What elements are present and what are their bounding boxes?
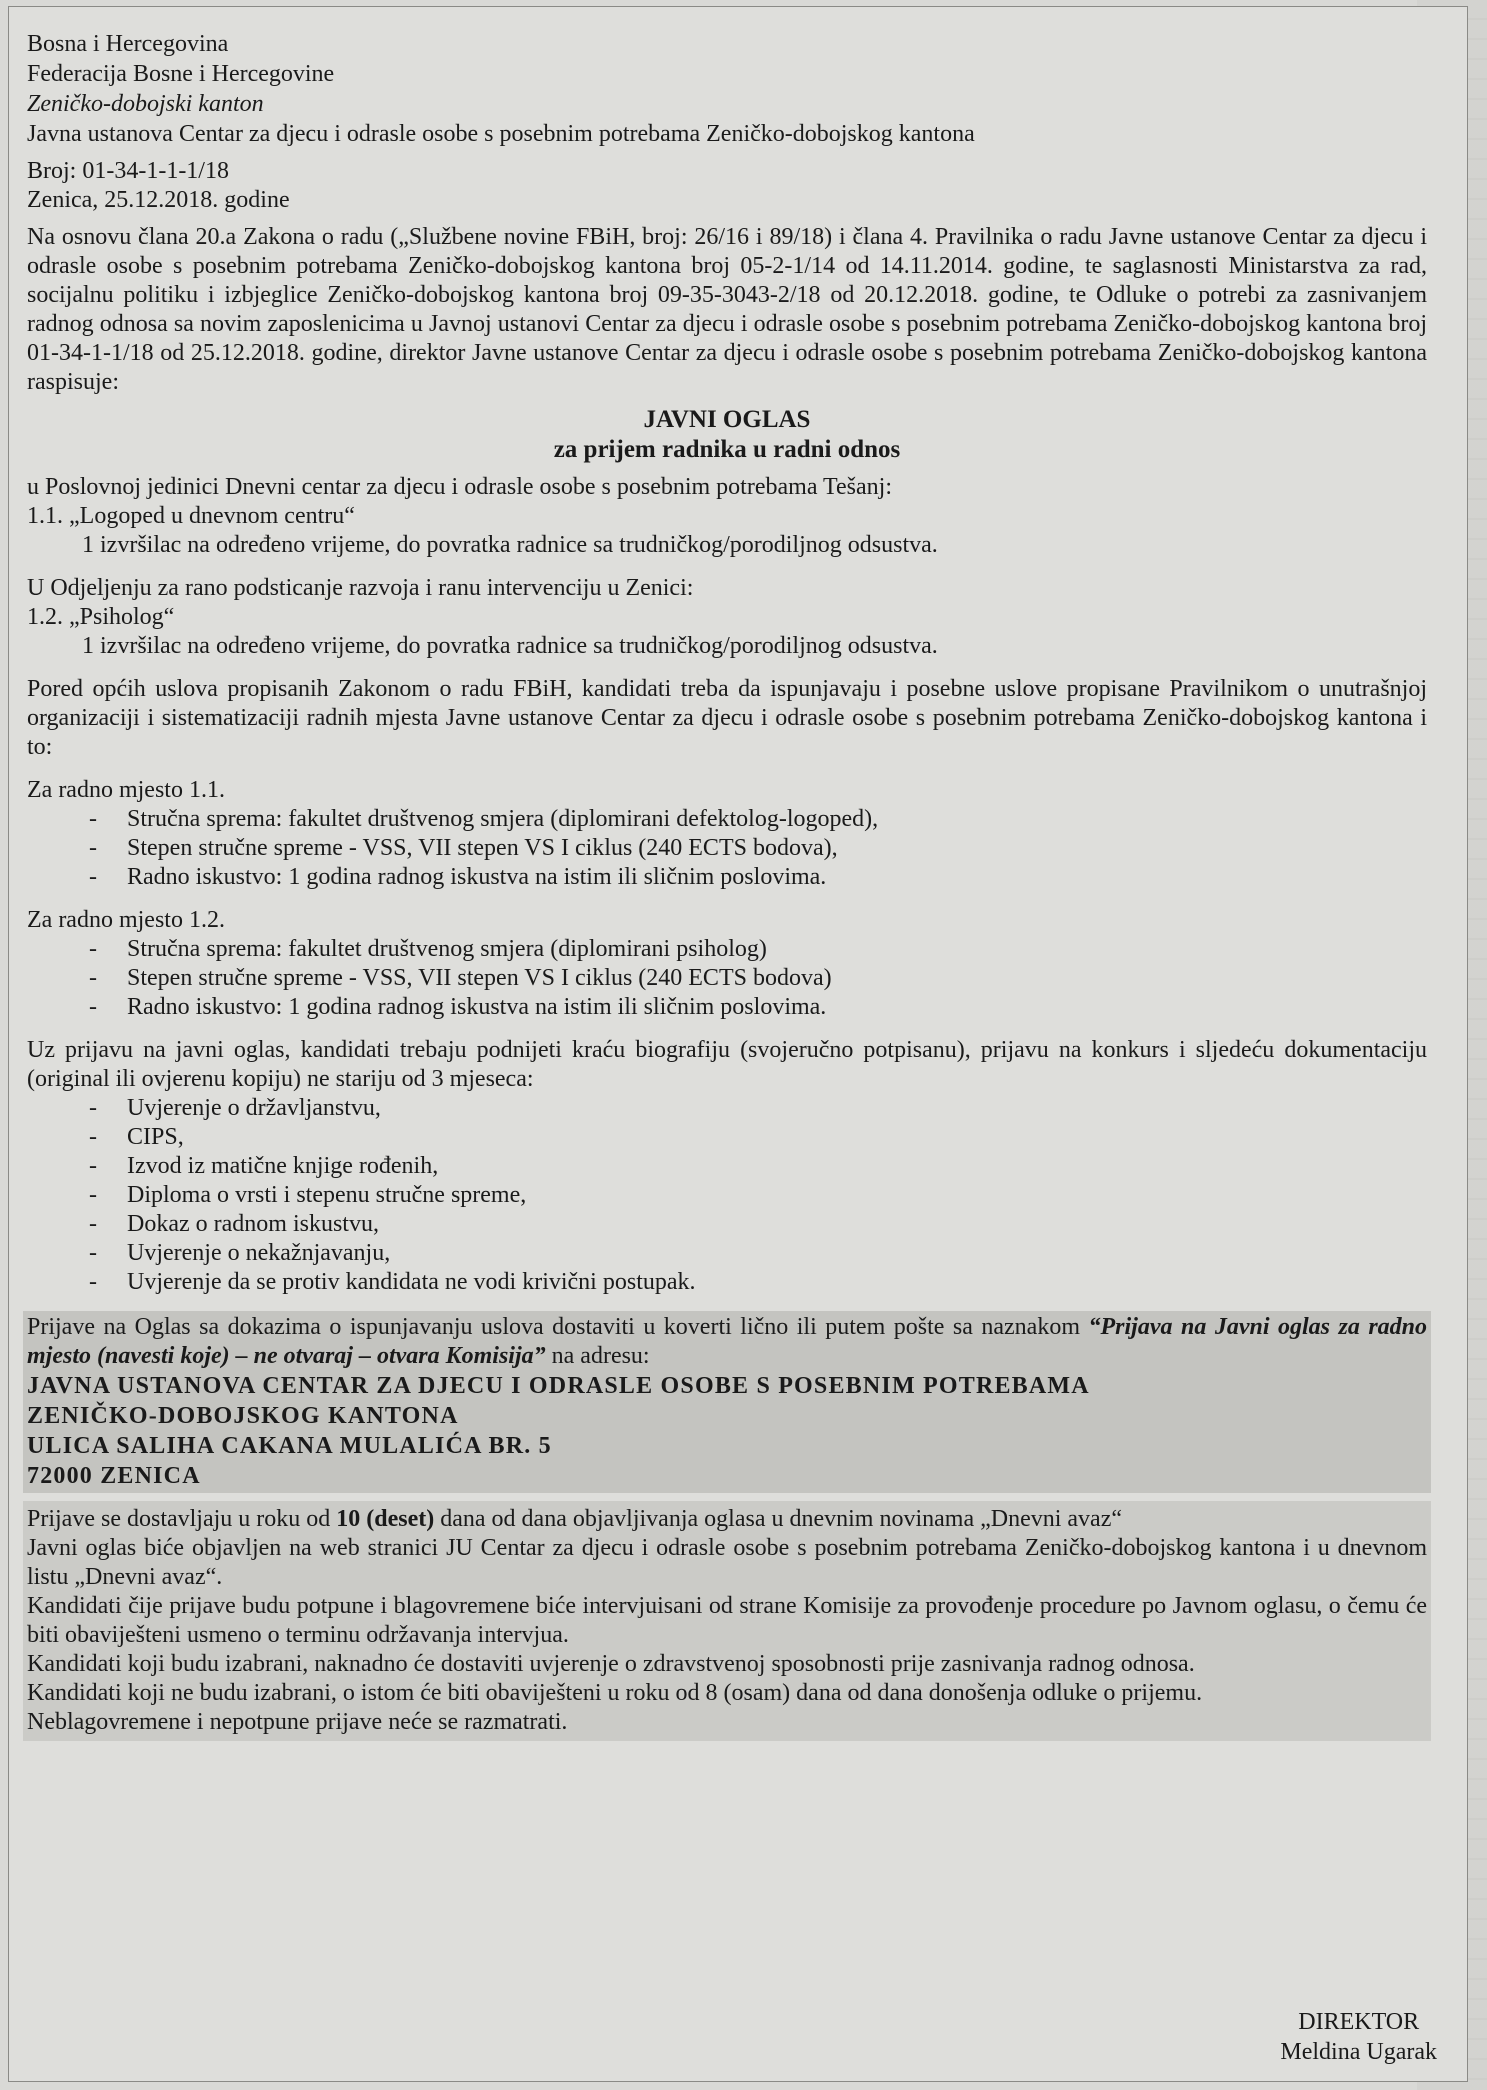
requirements-2-list <box>27 935 1427 1022</box>
institution-header <box>27 29 1427 149</box>
header-canton: Zeničko-dobojski kanton <box>27 91 264 117</box>
intro-paragraph: Na osnovu člana 20.a Zakona o radu („Službene novine FBiH, broj: 26/16 i 89/18) i člana 4. Pravilnika o radu Javne ustanove Centar za djecu i odrasle osobe s posebnim potrebama Zeničko-dobojskog kantona broj 05-2-1/14 od 14.11.2014. godine, te saglasnosti Ministarstva za rad, socijalnu politiku i izbjeglice Zeničko-dobojskog kantona broj 09-35-3043-2/18 od 20.12.2018. godine, te Odluke o potrebi za zasnivanjem radnog odnosa sa novim zaposlenicima u Javnoj ustanovi Centar za djecu i odrasle osobe s posebnim potrebama Zeničko-dobojskog kantona broj 01-34-1-1/18 od 25.12.2018. godine, direktor Javne ustanove Centar za djecu i odrasle osobe s posebnim potrebama Zeničko-dobojskog kantona raspisuje: <box>27 224 1427 395</box>
deadline-paragraph: Prijave se dostavljaju u roku od 10 (deset) dana od dana objavljivanja oglasa u dnevnim novinama „Dnevni avaz“ <box>27 1506 1123 1532</box>
list-item: - Stepen stručne spreme - VSS, VII stepen VS I ciklus (240 ECTS bodova), <box>89 835 838 861</box>
header-institution: Javna ustanova Centar za djecu i odrasle osobe s posebnim potrebama Zeničko-dobojskog kantona <box>27 121 975 147</box>
list-item: - Dokaz o radnom iskustvu, <box>89 1211 379 1237</box>
page-subtitle: za prijem radnika u radni odnos <box>553 436 901 463</box>
document-date: Zenica, 25.12.2018. godine <box>27 187 290 213</box>
page-title: JAVNI OGLAS <box>643 406 811 433</box>
header-federation: Federacija Bosne i Hercegovine <box>27 61 335 87</box>
late-applications-note: Neblagovremene i nepotpune prijave neće se razmatrati. <box>27 1709 568 1735</box>
final-notes <box>23 1501 1431 1741</box>
list-item: - Izvod iz matične knjige rođenih, <box>89 1153 439 1179</box>
address-line-2: ZENIČKO-DOBOJSKOG KANTONA <box>27 1403 459 1429</box>
position-1-name: 1.1. „Logoped u dnevnom centru“ <box>27 503 355 529</box>
list-item: - Radno iskustvo: 1 godina radnog iskustva na istim ili sličnim poslovima. <box>89 994 827 1020</box>
requirements-2-heading: Za radno mjesto 1.2. <box>27 907 225 933</box>
submission-section <box>23 1311 1431 1493</box>
list-item: - Uvjerenje o nekažnjavanju, <box>89 1240 391 1266</box>
signature-block <box>1280 2007 1437 2067</box>
requirements-1-heading: Za radno mjesto 1.1. <box>27 777 225 803</box>
address-line-1: JAVNA USTANOVA CENTAR ZA DJECU I ODRASLE OSOBE S POSEBNIM POTREBAMA <box>27 1373 1090 1399</box>
list-item: - CIPS, <box>89 1124 184 1150</box>
address-line-4: 72000 ZENICA <box>27 1463 201 1489</box>
notification-paragraph: Kandidati koji ne budu izabrani, o istom će biti obaviješteni u roku od 8 (osam) dana od dana donošenja odluke o prijemu. <box>27 1680 1203 1706</box>
position-1-description: 1 izvršilac na određeno vrijeme, do povratka radnice sa trudničkog/porodiljnog odsustva. <box>82 532 938 558</box>
list-item: - Stručna sprema: fakultet društvenog smjera (diplomirani psiholog) <box>89 936 767 962</box>
health-certificate-paragraph: Kandidati koji budu izabrani, naknadno će dostaviti uvjerenje o zdravstvenoj sposobnosti prije zasnivanja radnog odnosa. <box>27 1651 1195 1677</box>
position-2-description: 1 izvršilac na određeno vrijeme, do povratka radnice sa trudničkog/porodiljnog odsustva. <box>82 633 938 659</box>
documents-intro: Uz prijavu na javni oglas, kandidati trebaju podnijeti kraću biografiju (svojeručno potpisanu), prijavu na konkurs i sljedeću dokumentaciju (original ili ovjerenu kopiju) ne stariju od 3 mjeseca: <box>27 1037 1427 1092</box>
conditions-paragraph: Pored općih uslova propisanih Zakonom o radu FBiH, kandidati treba da ispunjavaju i posebne uslove propisane Pravilnikom o unutrašnjoj organizaciji i sistematizaciji radnih mjesta Javne ustanove Centar za djecu i odrasle osobe s posebnim potrebama Zeničko-dobojskog kantona i to: <box>27 676 1427 760</box>
envelope-label: “Prijava na Javni oglas za radno mjesto (navesti koje) – ne otvaraj – otvara Komisija” <box>27 1314 1427 1369</box>
interview-paragraph: Kandidati čije prijave budu potpune i blagovremene biće intervjuisani od strane Komisije za provođenje procedure po Javnom oglasu, o čemu će biti obaviješteni usmeno o terminu održavanja intervjua. <box>27 1593 1427 1648</box>
submission-instructions: Prijave na Oglas sa dokazima o ispunjavanju uslova dostaviti u koverti lično ili putem pošte sa naznakom “Prijava na Javni oglas za radno mjesto (navesti koje) – ne otvaraj – otvara Komisija” na adresu: <box>27 1314 1427 1369</box>
signature-name: Meldina Ugarak <box>1280 2039 1437 2065</box>
list-item: - Radno iskustvo: 1 godina radnog iskustva na istim ili sličnim poslovima. <box>89 864 827 890</box>
documents-list <box>27 1094 1427 1297</box>
signature-role: DIREKTOR <box>1298 2009 1420 2035</box>
job-advertisement <box>8 6 1468 2082</box>
list-item: - Stručna sprema: fakultet društvenog smjera (diplomirani defektolog-logoped), <box>89 806 879 832</box>
list-item: - Uvjerenje da se protiv kandidata ne vodi krivični postupak. <box>89 1269 696 1295</box>
address-line-3: ULICA SALIHA CAKANA MULALIĆA BR. 5 <box>27 1433 552 1459</box>
requirements-1-list <box>27 805 1427 892</box>
position-2-unit: U Odjeljenju za rano podsticanje razvoja i ranu intervenciju u Zenici: <box>27 575 694 601</box>
header-country: Bosna i Hercegovina <box>27 31 229 57</box>
list-item: - Uvjerenje o državljanstvu, <box>89 1095 381 1121</box>
position-1-unit: u Poslovnoj jedinici Dnevni centar za djecu i odrasle osobe s posebnim potrebama Tešanj: <box>27 474 892 500</box>
position-2-name: 1.2. „Psiholog“ <box>27 604 175 630</box>
list-item: - Stepen stručne spreme - VSS, VII stepen VS I ciklus (240 ECTS bodova) <box>89 965 832 991</box>
document-body <box>27 29 1427 1741</box>
deadline-days: 10 (deset) <box>336 1506 435 1532</box>
list-item: - Diploma o vrsti i stepenu stručne spreme, <box>89 1182 527 1208</box>
reference-number: Broj: 01-34-1-1-1/18 <box>27 158 229 184</box>
publication-paragraph: Javni oglas biće objavljen na web stranici JU Centar za djecu i odrasle osobe s posebnim potrebama Zeničko-dobojskog kantona i u dnevnom listu „Dnevni avaz“. <box>27 1535 1427 1590</box>
